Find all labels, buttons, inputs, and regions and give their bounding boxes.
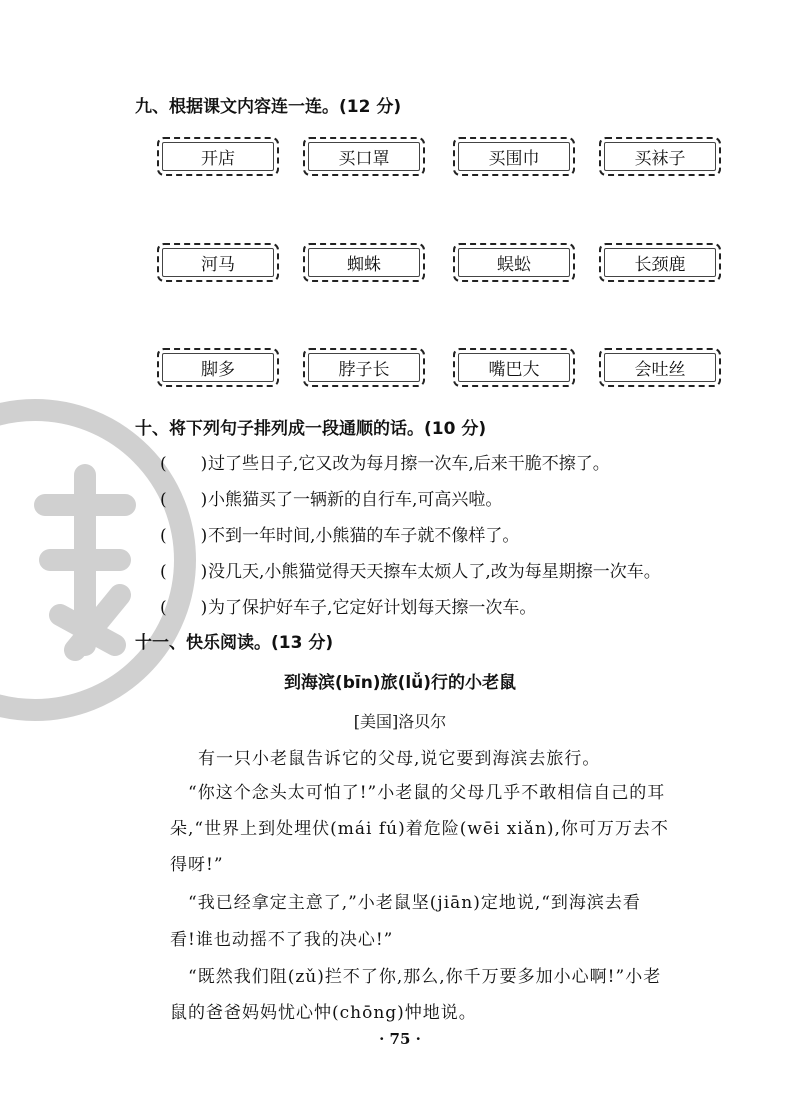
sentence-text: 没几天,小熊猫觉得天天擦车太烦人了,改为每星期擦一次车。: [208, 562, 661, 582]
story-line: 鼠的爸爸妈妈忧心忡(chōng)忡地说。: [170, 1003, 477, 1023]
match-box[interactable]: 脚多: [157, 348, 279, 387]
order-blank[interactable]: ( ): [160, 598, 208, 618]
sentence-text: 过了些日子,它又改为每月擦一次车,后来干脆不擦了。: [208, 454, 610, 474]
match-box[interactable]: 河马: [157, 243, 279, 282]
story-line: 朵,“世界上到处埋伏(mái fú)着危险(wēi xiǎn),你可万万去不: [170, 819, 669, 839]
story-author: [美国]洛贝尔: [353, 712, 447, 731]
sentence-text: 为了保护好车子,它定好计划每天擦一次车。: [208, 598, 537, 618]
order-blank[interactable]: ( ): [160, 562, 208, 582]
match-box[interactable]: 开店: [157, 137, 279, 176]
story-line: 有一只小老鼠告诉它的父母,说它要到海滨去旅行。: [198, 749, 601, 769]
sentence-row: [160, 557, 661, 582]
match-box[interactable]: 长颈鹿: [599, 243, 721, 282]
sentence-text: 小熊猫买了一辆新的自行车,可高兴啦。: [208, 490, 503, 510]
story-title: 到海滨(bīn)旅(lǚ)行的小老鼠: [283, 673, 517, 693]
question-9-heading: 九、根据课文内容连一连。(12 分): [135, 97, 402, 117]
sentence-text: 不到一年时间,小熊猫的车子就不像样了。: [208, 526, 520, 546]
match-box[interactable]: 买口罩: [303, 137, 425, 176]
story-line: 得呀!”: [170, 855, 224, 875]
sentence-row: [160, 485, 502, 510]
story-line: “我已经拿定主意了,”小老鼠坚(jiān)定地说,“到海滨去看: [188, 893, 641, 913]
story-line: 看!谁也动摇不了我的决心!”: [170, 930, 394, 950]
match-box[interactable]: 会吐丝: [599, 348, 721, 387]
page-number: · 75 ·: [379, 1030, 421, 1048]
question-10-heading: 十、将下列句子排列成一段通顺的话。(10 分): [135, 419, 487, 439]
match-box[interactable]: 脖子长: [303, 348, 425, 387]
match-box[interactable]: 蜘蛛: [303, 243, 425, 282]
story-line: “你这个念头太可怕了!”小老鼠的父母几乎不敢相信自己的耳: [188, 783, 666, 803]
story-line: “既然我们阻(zǔ)拦不了你,那么,你千万要多加小心啊!”小老: [188, 967, 662, 987]
question-11-heading: 十一、快乐阅读。(13 分): [135, 633, 334, 653]
order-blank[interactable]: ( ): [160, 526, 208, 546]
match-box[interactable]: 蜈蚣: [453, 243, 575, 282]
match-box[interactable]: 嘴巴大: [453, 348, 575, 387]
order-blank[interactable]: ( ): [160, 490, 208, 510]
match-box[interactable]: 买围巾: [453, 137, 575, 176]
sentence-row: [160, 521, 519, 546]
match-box[interactable]: 买袜子: [599, 137, 721, 176]
sentence-row: [160, 449, 610, 474]
order-blank[interactable]: ( ): [160, 454, 208, 474]
sentence-row: [160, 593, 536, 618]
